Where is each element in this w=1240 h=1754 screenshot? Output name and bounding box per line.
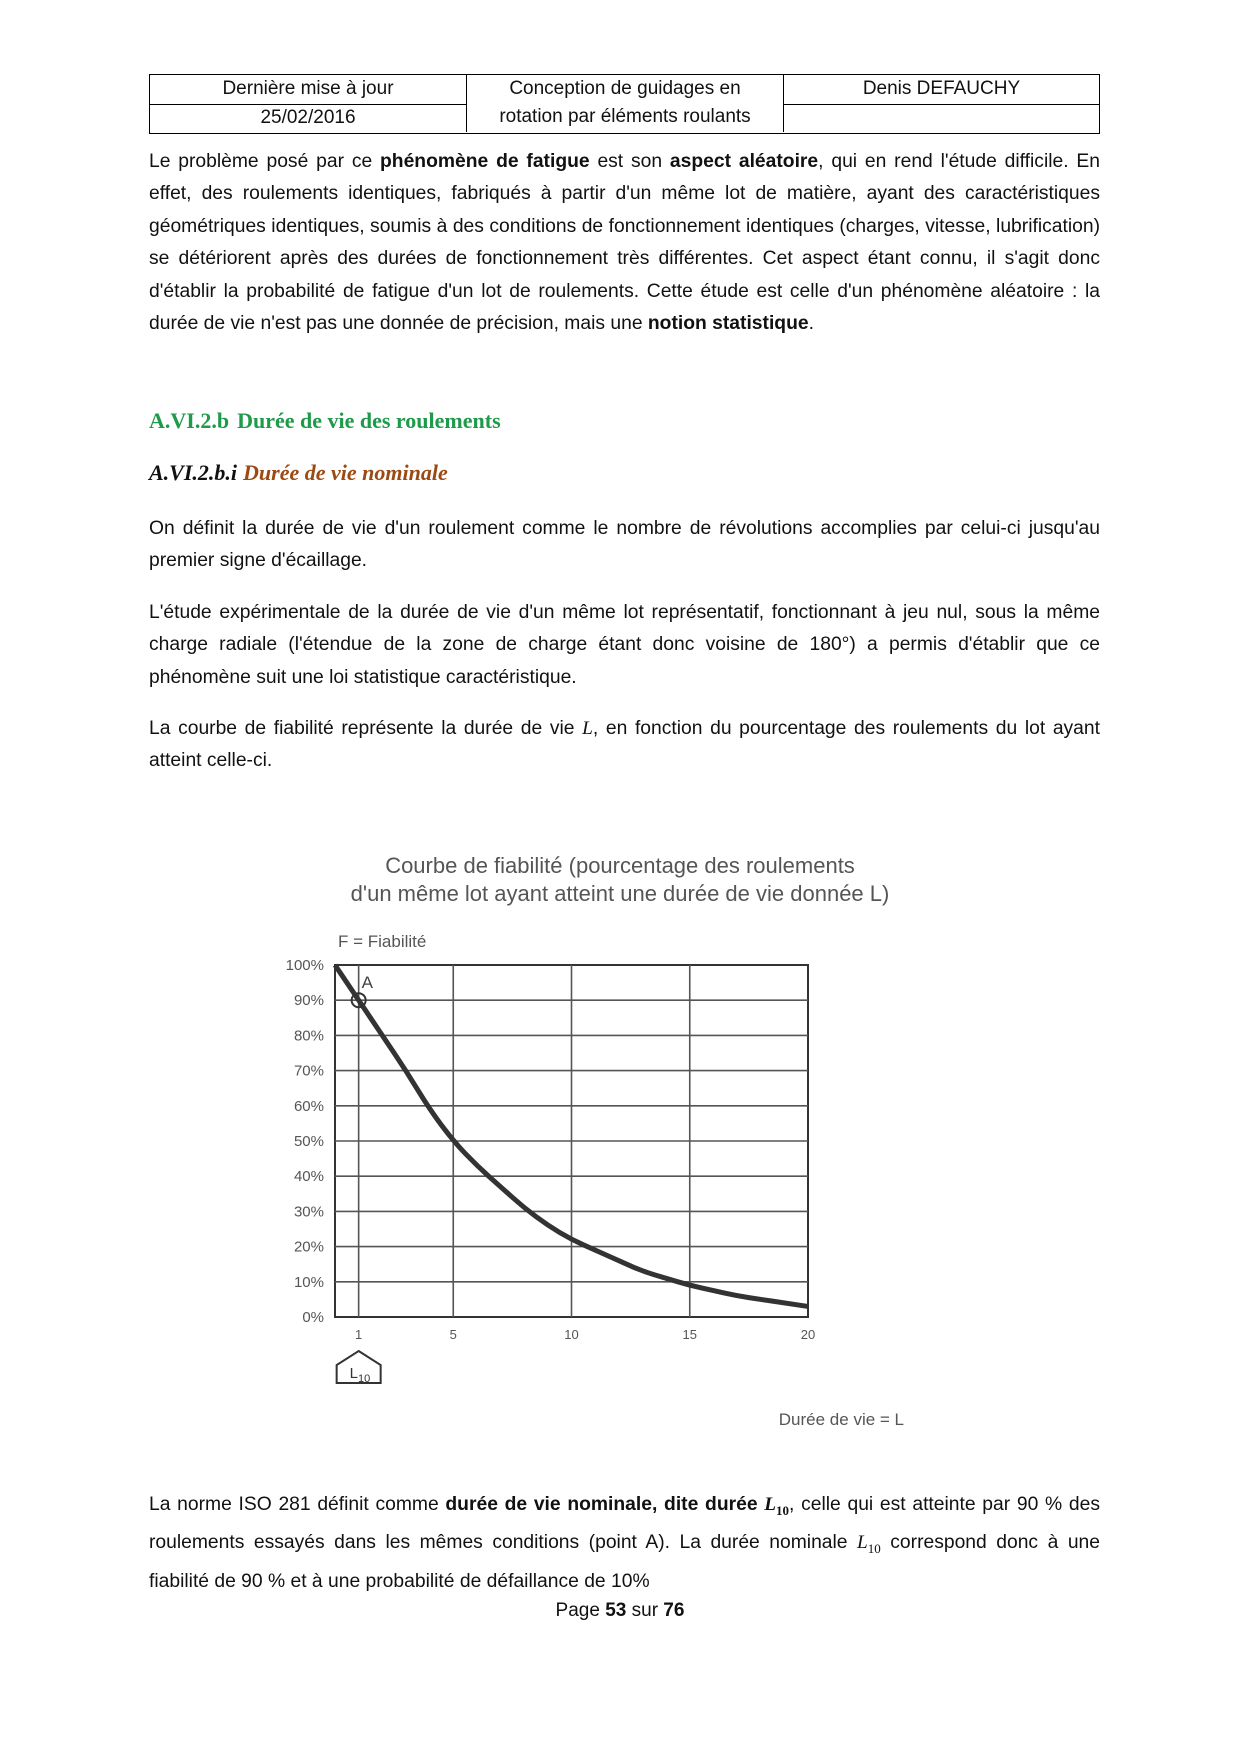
section-number: A.VI.2.b [149,408,230,433]
section-title: Durée de vie des roulements [237,408,501,433]
point-a-label: A [361,973,373,993]
paragraph-text: , celle qui est atteinte par 90 % des roulements essayés dans les mêmes conditions (point A). La durée nominale [149,1494,1100,1554]
math-variable-l10: $L_{10}$ [764,1494,790,1518]
y-tick-label: 30% [293,1203,324,1221]
intro-text: Le problème posé par ce [149,151,381,172]
current-page-number: 53 [605,1600,627,1621]
y-tick-label: 70% [293,1062,324,1080]
x-axis-label: Durée de vie = L [778,1410,904,1429]
paragraph-text: , en fonction du pourcentage des roulements du lot ayant atteint celle-ci. [149,718,1100,772]
y-tick-label: 0% [302,1309,324,1326]
intro-paragraph [149,146,1100,340]
paragraph-text: correspond donc à une fiabilité de 90 % et à une probabilité de défaillance de 10% [149,1532,1100,1592]
footer-text: sur [626,1600,664,1621]
document-title-line2: rotation par éléments roulants [499,106,751,127]
document-title-line1: Conception de guidages en [509,78,741,99]
l10-arrow-marker [337,1351,381,1385]
footer-text: Page [555,1600,606,1621]
intro-bold: phénomène de fatigue [380,151,590,172]
y-tick-label: 50% [293,1133,324,1150]
y-tick-label: 10% [293,1273,324,1291]
updated-date: 25/02/2016 [260,107,356,128]
paragraph-definition: On définit la durée de vie d'un roulement comme le nombre de révolutions accomplies par celui-ci jusqu'au premier signe d'écaillage. [149,518,1100,572]
chart-title-line2: d'un même lot ayant atteint une durée de vie donnée L) [350,881,890,906]
math-variable-l10: $L_{10}$ [857,1532,881,1557]
paragraph-text: La courbe de fiabilité représente la durée de vie [149,718,583,739]
header-divider [784,104,1099,105]
intro-text: est son [589,151,670,172]
intro-bold: notion statistique [647,313,809,335]
chart-title-line1: Courbe de fiabilité (pourcentage des roulements [385,853,855,878]
header-table [149,74,1100,134]
intro-text: . [808,313,814,335]
page-footer [0,1600,1240,1622]
y-tick-label: 20% [293,1238,324,1256]
section-heading [149,408,501,434]
subsection-number: A.VI.2.b.i [149,460,238,485]
paragraph-bold: durée de vie nominale, dite durée [445,1494,765,1515]
y-tick-labels [286,957,324,1326]
chart-grid [335,965,808,1317]
intro-bold: aspect aléatoire [669,151,819,172]
l10-marker-label: $L_{10}$ [349,1365,371,1385]
x-tick-label: 15 [682,1327,697,1342]
updated-label: Dernière mise à jour [222,78,394,99]
author-name: Denis DEFAUCHY [862,78,1021,99]
subsection-title: Durée de vie nominale [243,460,448,485]
y-axis-label: F = Fiabilité [338,932,427,951]
paragraph-text: La norme ISO 281 définit comme [149,1494,446,1515]
x-tick-label: 20 [800,1327,816,1342]
y-tick-label: 80% [293,1027,324,1045]
y-tick-label: 60% [293,1097,324,1115]
x-tick-label: 5 [449,1327,457,1342]
document-title [466,75,784,132]
y-tick-label: 100% [285,957,324,974]
x-tick-label: 10 [564,1327,579,1342]
total-pages: 76 [663,1600,685,1621]
x-tick-labels [355,1327,815,1342]
y-tick-label: 40% [293,1168,324,1186]
intro-text: , qui en rend l'étude difficile. En effet, des roulements identiques, fabriqués à partir d'un même lot de matière, ayant des caractéristiques géométriques identiques, soumis à des conditions de fonctionnement identiques (charges, vitesse, lubrification) se détériorent après des durées de fonctionnement très différentes. Cet aspect étant connu, il s'agit donc d'établir la probabilité de fatigue d'un lot de roulements. Cette étude est celle d'un phénomène aléatoire : la durée de vie n'est pas une donnée de précision, mais une [149,151,1101,335]
paragraph-experimental: L'étude expérimentale de la durée de vie d'un même lot représentatif, fonctionnant à jeu nul, sous la même charge radiale (l'étendue de la zone de charge étant donc voisine de 180°) a permis d'établir que ce phénomène suit une loi statistique caractéristique. [149,602,1100,688]
y-tick-label: 90% [293,992,324,1010]
subsection-heading [149,460,448,486]
x-tick-label: 1 [355,1327,363,1342]
paragraph-reliability-curve [149,713,1100,778]
paragraph-iso281 [149,1489,1100,1598]
math-variable: L [582,718,593,739]
